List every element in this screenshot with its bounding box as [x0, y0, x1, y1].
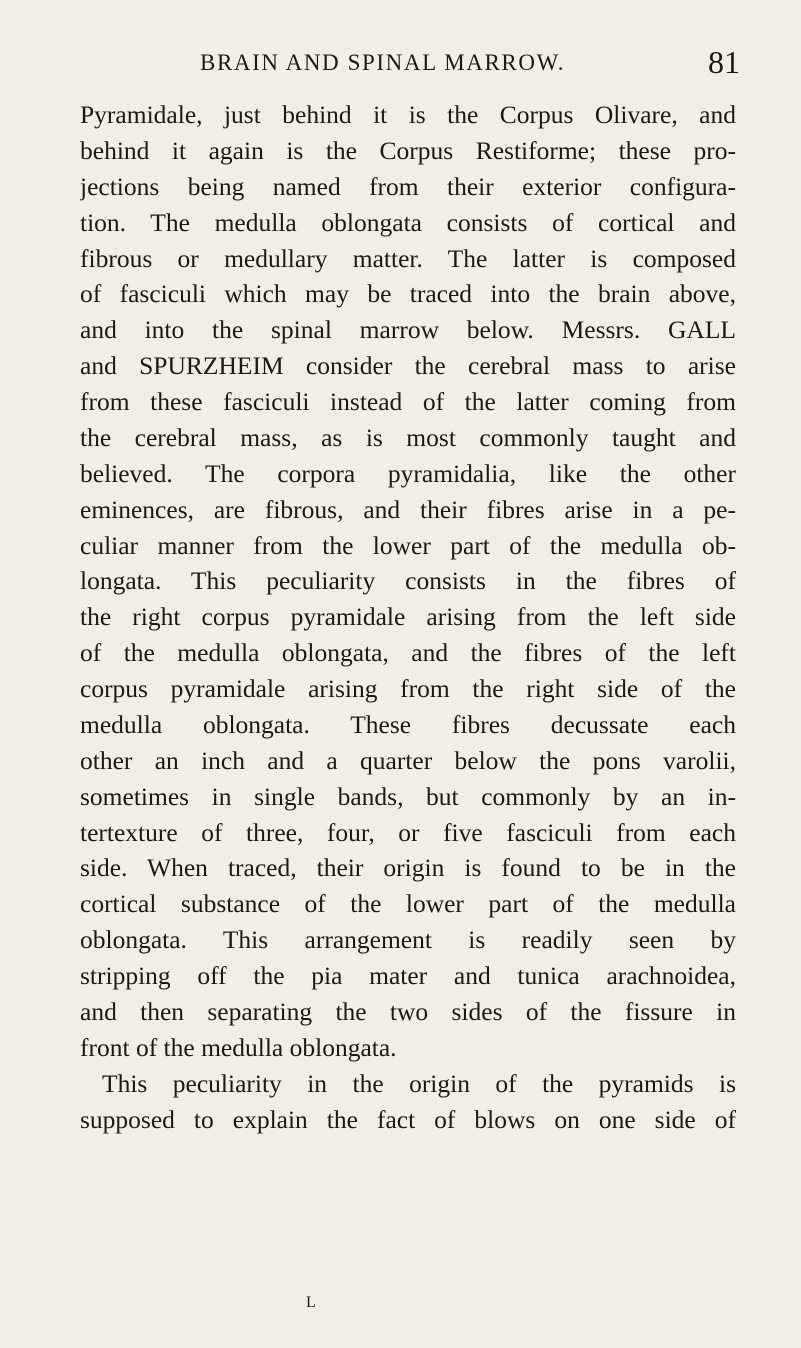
text-line: medulla oblongata. These fibres decussate each [80, 709, 736, 739]
text-line: Pyramidale, just behind it is the Corpus Olivare, and [80, 100, 736, 129]
text-line: of the medulla oblongata, and the fibres of the left [80, 638, 736, 668]
text-line: and SPURZHEIM consider the cerebral mass to arise [80, 351, 736, 381]
text-line: fibrous or medullary matter. The latter is composed [80, 243, 736, 273]
page-number: 81 [708, 44, 740, 80]
text-line: culiar manner from the lower part of the medulla ob- [80, 530, 736, 560]
text-line: side. When traced, their origin is found to be in the [80, 853, 736, 883]
text-line: sometimes in single bands, but commonly by an in- [80, 781, 736, 811]
paragraph-start-line: This peculiarity in the origin of the pyramids is [102, 1068, 736, 1098]
body-text [80, 97, 736, 1137]
text-line: and into the spinal marrow below. Messrs. GALL [80, 315, 736, 345]
text-line: of fasciculi which may be traced into the brain above, [80, 279, 736, 309]
text-line: the cerebral mass, as is most commonly taught and [80, 422, 736, 452]
text-line: corpus pyramidale arising from the right side of the [80, 674, 736, 703]
text-line: and then separating the two sides of the fissure in [80, 996, 736, 1026]
text-line: jections being named from their exterior configura- [80, 171, 736, 201]
running-head: BRAIN AND SPINAL MARROW. [200, 50, 566, 75]
signature-mark: L [306, 1294, 316, 1311]
text-line: believed. The corpora pyramidalia, like the other [80, 458, 736, 488]
text-line: oblongata. This arrangement is readily seen by [80, 925, 736, 955]
text-line: eminences, are fibrous, and their fibres arise in a pe- [80, 494, 736, 524]
text-line: supposed to explain the fact of blows on one side of [80, 1104, 736, 1134]
text-line: behind it again is the Corpus Restiforme; these pro- [80, 135, 736, 165]
text-line: stripping off the pia mater and tunica arachnoidea, [80, 961, 736, 990]
text-line: from these fasciculi instead of the latter coming from [80, 387, 736, 416]
paragraph-end-line: front of the medulla oblongata. [80, 1032, 397, 1062]
text-line: other an inch and a quarter below the pons varolii, [80, 745, 736, 775]
text-line: the right corpus pyramidale arising from the left side [80, 602, 736, 632]
text-line: tertexture of three, four, or five fasciculi from each [80, 817, 736, 847]
text-line: tion. The medulla oblongata consists of cortical and [80, 207, 736, 237]
text-line: cortical substance of the lower part of the medulla [80, 889, 736, 919]
page-header [80, 44, 740, 80]
text-line: longata. This peculiarity consists in the fibres of [80, 566, 736, 596]
